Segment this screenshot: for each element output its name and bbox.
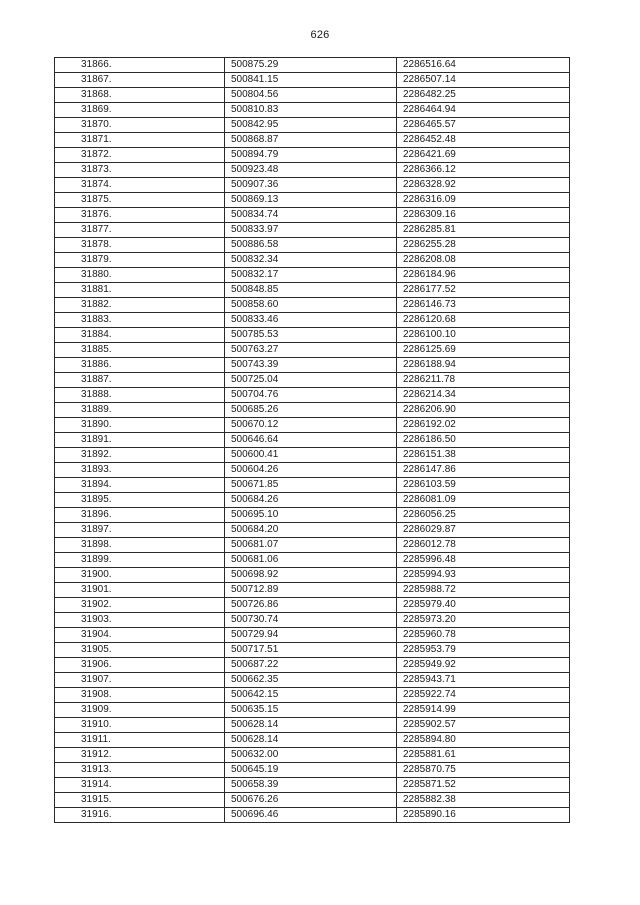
y-coordinate-cell: 2285973.20 xyxy=(397,613,570,628)
point-number-cell: 31895. xyxy=(55,493,225,508)
y-coordinate-cell: 2286188.94 xyxy=(397,358,570,373)
x-coordinate-cell: 500635.15 xyxy=(225,703,397,718)
table-row xyxy=(55,163,570,178)
table-row xyxy=(55,88,570,103)
table-row xyxy=(55,178,570,193)
point-number-cell: 31899. xyxy=(55,553,225,568)
y-coordinate-cell: 2286151.38 xyxy=(397,448,570,463)
table-row xyxy=(55,388,570,403)
y-coordinate-cell: 2285994.93 xyxy=(397,568,570,583)
y-coordinate-cell: 2285960.78 xyxy=(397,628,570,643)
table-row xyxy=(55,58,570,73)
y-coordinate-cell: 2286100.10 xyxy=(397,328,570,343)
y-coordinate-cell: 2286309.16 xyxy=(397,208,570,223)
x-coordinate-cell: 500923.48 xyxy=(225,163,397,178)
x-coordinate-cell: 500676.26 xyxy=(225,793,397,808)
point-number-cell: 31870. xyxy=(55,118,225,133)
x-coordinate-cell: 500684.26 xyxy=(225,493,397,508)
y-coordinate-cell: 2286029.87 xyxy=(397,523,570,538)
point-number-cell: 31876. xyxy=(55,208,225,223)
y-coordinate-cell: 2286465.57 xyxy=(397,118,570,133)
table-row xyxy=(55,328,570,343)
table-row xyxy=(55,493,570,508)
table-row xyxy=(55,703,570,718)
point-number-cell: 31882. xyxy=(55,298,225,313)
table-row xyxy=(55,658,570,673)
y-coordinate-cell: 2286316.09 xyxy=(397,193,570,208)
point-number-cell: 31874. xyxy=(55,178,225,193)
y-coordinate-cell: 2286208.08 xyxy=(397,253,570,268)
y-coordinate-cell: 2286192.02 xyxy=(397,418,570,433)
table-row xyxy=(55,613,570,628)
x-coordinate-cell: 500725.04 xyxy=(225,373,397,388)
point-number-cell: 31871. xyxy=(55,133,225,148)
table-row xyxy=(55,643,570,658)
x-coordinate-cell: 500832.17 xyxy=(225,268,397,283)
point-number-cell: 31866. xyxy=(55,58,225,73)
x-coordinate-cell: 500743.39 xyxy=(225,358,397,373)
y-coordinate-cell: 2286328.92 xyxy=(397,178,570,193)
x-coordinate-cell: 500804.56 xyxy=(225,88,397,103)
x-coordinate-cell: 500671.85 xyxy=(225,478,397,493)
y-coordinate-cell: 2285902.57 xyxy=(397,718,570,733)
point-number-cell: 31892. xyxy=(55,448,225,463)
y-coordinate-cell: 2286255.28 xyxy=(397,238,570,253)
x-coordinate-cell: 500685.26 xyxy=(225,403,397,418)
table-row xyxy=(55,253,570,268)
y-coordinate-cell: 2286056.25 xyxy=(397,508,570,523)
table-row xyxy=(55,313,570,328)
x-coordinate-cell: 500729.94 xyxy=(225,628,397,643)
table-row xyxy=(55,298,570,313)
point-number-cell: 31906. xyxy=(55,658,225,673)
point-number-cell: 31884. xyxy=(55,328,225,343)
point-number-cell: 31903. xyxy=(55,613,225,628)
x-coordinate-cell: 500696.46 xyxy=(225,808,397,823)
x-coordinate-cell: 500858.60 xyxy=(225,298,397,313)
point-number-cell: 31913. xyxy=(55,763,225,778)
point-number-cell: 31901. xyxy=(55,583,225,598)
point-number-cell: 31867. xyxy=(55,73,225,88)
y-coordinate-cell: 2285882.38 xyxy=(397,793,570,808)
x-coordinate-cell: 500886.58 xyxy=(225,238,397,253)
coordinates-table xyxy=(54,57,570,823)
table-row xyxy=(55,598,570,613)
y-coordinate-cell: 2285890.16 xyxy=(397,808,570,823)
y-coordinate-cell: 2286146.73 xyxy=(397,298,570,313)
x-coordinate-cell: 500717.51 xyxy=(225,643,397,658)
table-row xyxy=(55,358,570,373)
x-coordinate-cell: 500684.20 xyxy=(225,523,397,538)
table-row xyxy=(55,283,570,298)
y-coordinate-cell: 2286147.86 xyxy=(397,463,570,478)
table-row xyxy=(55,193,570,208)
table-row xyxy=(55,208,570,223)
x-coordinate-cell: 500662.35 xyxy=(225,673,397,688)
point-number-cell: 31902. xyxy=(55,598,225,613)
x-coordinate-cell: 500832.34 xyxy=(225,253,397,268)
table-row xyxy=(55,673,570,688)
x-coordinate-cell: 500628.14 xyxy=(225,718,397,733)
table-row xyxy=(55,463,570,478)
y-coordinate-cell: 2285870.75 xyxy=(397,763,570,778)
y-coordinate-cell: 2286211.78 xyxy=(397,373,570,388)
x-coordinate-cell: 500681.06 xyxy=(225,553,397,568)
x-coordinate-cell: 500894.79 xyxy=(225,148,397,163)
point-number-cell: 31889. xyxy=(55,403,225,418)
point-number-cell: 31888. xyxy=(55,388,225,403)
point-number-cell: 31885. xyxy=(55,343,225,358)
table-row xyxy=(55,148,570,163)
table-row xyxy=(55,538,570,553)
point-number-cell: 31915. xyxy=(55,793,225,808)
table-row xyxy=(55,433,570,448)
point-number-cell: 31868. xyxy=(55,88,225,103)
table-row xyxy=(55,403,570,418)
table-row xyxy=(55,688,570,703)
y-coordinate-cell: 2285996.48 xyxy=(397,553,570,568)
x-coordinate-cell: 500681.07 xyxy=(225,538,397,553)
point-number-cell: 31908. xyxy=(55,688,225,703)
point-number-cell: 31900. xyxy=(55,568,225,583)
point-number-cell: 31910. xyxy=(55,718,225,733)
y-coordinate-cell: 2285894.80 xyxy=(397,733,570,748)
table-row xyxy=(55,478,570,493)
x-coordinate-cell: 500704.76 xyxy=(225,388,397,403)
x-coordinate-cell: 500600.41 xyxy=(225,448,397,463)
table-row xyxy=(55,778,570,793)
point-number-cell: 31872. xyxy=(55,148,225,163)
table-row xyxy=(55,568,570,583)
x-coordinate-cell: 500695.10 xyxy=(225,508,397,523)
y-coordinate-cell: 2286366.12 xyxy=(397,163,570,178)
point-number-cell: 31891. xyxy=(55,433,225,448)
x-coordinate-cell: 500628.14 xyxy=(225,733,397,748)
x-coordinate-cell: 500834.74 xyxy=(225,208,397,223)
point-number-cell: 31897. xyxy=(55,523,225,538)
y-coordinate-cell: 2285988.72 xyxy=(397,583,570,598)
y-coordinate-cell: 2286206.90 xyxy=(397,403,570,418)
point-number-cell: 31898. xyxy=(55,538,225,553)
x-coordinate-cell: 500670.12 xyxy=(225,418,397,433)
table-row xyxy=(55,73,570,88)
point-number-cell: 31879. xyxy=(55,253,225,268)
point-number-cell: 31883. xyxy=(55,313,225,328)
table-row xyxy=(55,628,570,643)
x-coordinate-cell: 500810.83 xyxy=(225,103,397,118)
y-coordinate-cell: 2285979.40 xyxy=(397,598,570,613)
x-coordinate-cell: 500833.46 xyxy=(225,313,397,328)
table-row xyxy=(55,118,570,133)
point-number-cell: 31909. xyxy=(55,703,225,718)
table-row xyxy=(55,343,570,358)
x-coordinate-cell: 500642.15 xyxy=(225,688,397,703)
y-coordinate-cell: 2286184.96 xyxy=(397,268,570,283)
y-coordinate-cell: 2285949.92 xyxy=(397,658,570,673)
y-coordinate-cell: 2286452.48 xyxy=(397,133,570,148)
table-row xyxy=(55,748,570,763)
y-coordinate-cell: 2285922.74 xyxy=(397,688,570,703)
point-number-cell: 31904. xyxy=(55,628,225,643)
y-coordinate-cell: 2285871.52 xyxy=(397,778,570,793)
table-row xyxy=(55,268,570,283)
table-row xyxy=(55,238,570,253)
x-coordinate-cell: 500785.53 xyxy=(225,328,397,343)
table-row xyxy=(55,808,570,823)
x-coordinate-cell: 500848.85 xyxy=(225,283,397,298)
y-coordinate-cell: 2285953.79 xyxy=(397,643,570,658)
table-row xyxy=(55,418,570,433)
point-number-cell: 31880. xyxy=(55,268,225,283)
x-coordinate-cell: 500875.29 xyxy=(225,58,397,73)
y-coordinate-cell: 2286012.78 xyxy=(397,538,570,553)
x-coordinate-cell: 500687.22 xyxy=(225,658,397,673)
table-row xyxy=(55,103,570,118)
point-number-cell: 31911. xyxy=(55,733,225,748)
point-number-cell: 31896. xyxy=(55,508,225,523)
x-coordinate-cell: 500658.39 xyxy=(225,778,397,793)
table-row xyxy=(55,508,570,523)
point-number-cell: 31873. xyxy=(55,163,225,178)
x-coordinate-cell: 500833.97 xyxy=(225,223,397,238)
point-number-cell: 31905. xyxy=(55,643,225,658)
y-coordinate-cell: 2286177.52 xyxy=(397,283,570,298)
x-coordinate-cell: 500730.74 xyxy=(225,613,397,628)
y-coordinate-cell: 2285914.99 xyxy=(397,703,570,718)
table-row xyxy=(55,763,570,778)
point-number-cell: 31916. xyxy=(55,808,225,823)
x-coordinate-cell: 500726.86 xyxy=(225,598,397,613)
y-coordinate-cell: 2286507.14 xyxy=(397,73,570,88)
point-number-cell: 31877. xyxy=(55,223,225,238)
y-coordinate-cell: 2286186.50 xyxy=(397,433,570,448)
x-coordinate-cell: 500842.95 xyxy=(225,118,397,133)
table-row xyxy=(55,448,570,463)
table-row xyxy=(55,133,570,148)
y-coordinate-cell: 2285943.71 xyxy=(397,673,570,688)
y-coordinate-cell: 2285881.61 xyxy=(397,748,570,763)
point-number-cell: 31875. xyxy=(55,193,225,208)
x-coordinate-cell: 500646.64 xyxy=(225,433,397,448)
table-row xyxy=(55,718,570,733)
page-number: 626 xyxy=(310,29,330,41)
table-row xyxy=(55,373,570,388)
table-row xyxy=(55,223,570,238)
y-coordinate-cell: 2286081.09 xyxy=(397,493,570,508)
x-coordinate-cell: 500632.00 xyxy=(225,748,397,763)
point-number-cell: 31890. xyxy=(55,418,225,433)
point-number-cell: 31893. xyxy=(55,463,225,478)
table-row xyxy=(55,553,570,568)
x-coordinate-cell: 500868.87 xyxy=(225,133,397,148)
y-coordinate-cell: 2286516.64 xyxy=(397,58,570,73)
point-number-cell: 31887. xyxy=(55,373,225,388)
point-number-cell: 31881. xyxy=(55,283,225,298)
y-coordinate-cell: 2286120.68 xyxy=(397,313,570,328)
x-coordinate-cell: 500869.13 xyxy=(225,193,397,208)
y-coordinate-cell: 2286103.59 xyxy=(397,478,570,493)
point-number-cell: 31878. xyxy=(55,238,225,253)
x-coordinate-cell: 500841.15 xyxy=(225,73,397,88)
point-number-cell: 31912. xyxy=(55,748,225,763)
coordinates-table-body xyxy=(55,58,570,823)
point-number-cell: 31907. xyxy=(55,673,225,688)
table-row xyxy=(55,793,570,808)
point-number-cell: 31869. xyxy=(55,103,225,118)
point-number-cell: 31914. xyxy=(55,778,225,793)
point-number-cell: 31894. xyxy=(55,478,225,493)
x-coordinate-cell: 500907.36 xyxy=(225,178,397,193)
point-number-cell: 31886. xyxy=(55,358,225,373)
x-coordinate-cell: 500712.89 xyxy=(225,583,397,598)
y-coordinate-cell: 2286421.69 xyxy=(397,148,570,163)
x-coordinate-cell: 500604.26 xyxy=(225,463,397,478)
y-coordinate-cell: 2286464.94 xyxy=(397,103,570,118)
x-coordinate-cell: 500763.27 xyxy=(225,343,397,358)
y-coordinate-cell: 2286482.25 xyxy=(397,88,570,103)
table-row xyxy=(55,733,570,748)
y-coordinate-cell: 2286285.81 xyxy=(397,223,570,238)
y-coordinate-cell: 2286125.69 xyxy=(397,343,570,358)
y-coordinate-cell: 2286214.34 xyxy=(397,388,570,403)
x-coordinate-cell: 500645.19 xyxy=(225,763,397,778)
table-row xyxy=(55,583,570,598)
x-coordinate-cell: 500698.92 xyxy=(225,568,397,583)
table-row xyxy=(55,523,570,538)
